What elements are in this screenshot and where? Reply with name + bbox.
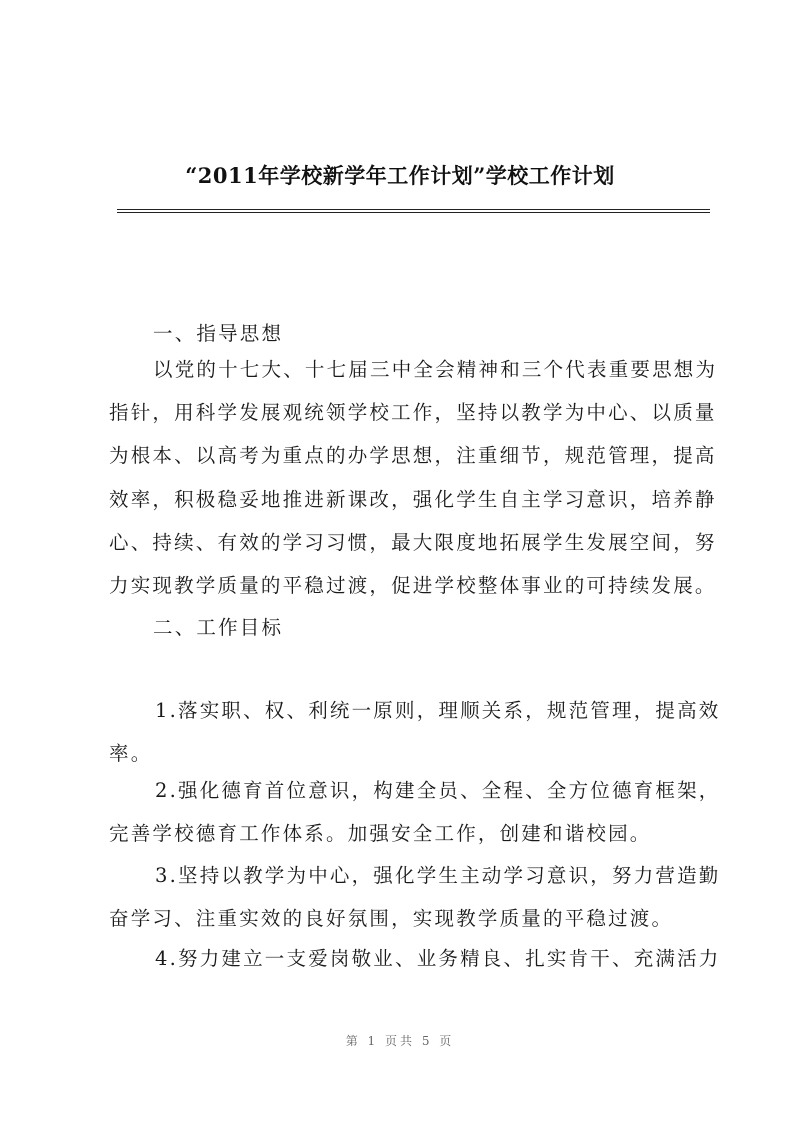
paragraph-line: 以党的十七大、十七届三中全会精神和三个代表重要思想为 [153, 358, 718, 381]
paragraph-line: 效率，积极稳妥地推进新课改，强化学生自主学习意识，培养静 [109, 488, 717, 511]
paragraph-line: 为根本、以高考为重点的办学思想，注重细节，规范管理，提高 [109, 444, 717, 467]
goal-line: 2.强化德育首位意识，构建全员、全程、全方位德育框架， [155, 779, 721, 802]
paragraph-line: 力实现教学质量的平稳过渡，促进学校整体事业的可持续发展。 [109, 574, 717, 597]
page-footer: 第 1 页共 5 页 [345, 1034, 455, 1048]
goal-line: 完善学校德育工作体系。加强安全工作，创建和谐校园。 [109, 822, 652, 845]
paragraph-line: 心、持续、有效的学习习惯，最大限度地拓展学生发展空间，努 [109, 531, 717, 554]
goal-line: 3.坚持以教学为中心，强化学生主动学习意识，努力营造勤 [155, 864, 721, 887]
section-heading-work-goals: 二、工作目标 [153, 616, 284, 639]
goal-line: 1.落实职、权、利统一原则，理顺关系，规范管理，提高效 [155, 699, 721, 722]
goal-line: 奋学习、注重实效的良好氛围，实现教学质量的平稳过渡。 [109, 907, 674, 930]
section-heading-guiding-ideology: 一、指导思想 [153, 322, 284, 345]
goal-line: 率。 [109, 742, 153, 765]
document-title: “2011年学校新学年工作计划”学校工作计划 [185, 163, 615, 188]
title-underline [117, 209, 710, 213]
goal-line: 4.努力建立一支爱岗敬业、业务精良、扎实肯干、充满活力 [155, 947, 721, 970]
paragraph-line: 指针，用科学发展观统领学校工作，坚持以教学为中心、以质量 [109, 401, 717, 424]
